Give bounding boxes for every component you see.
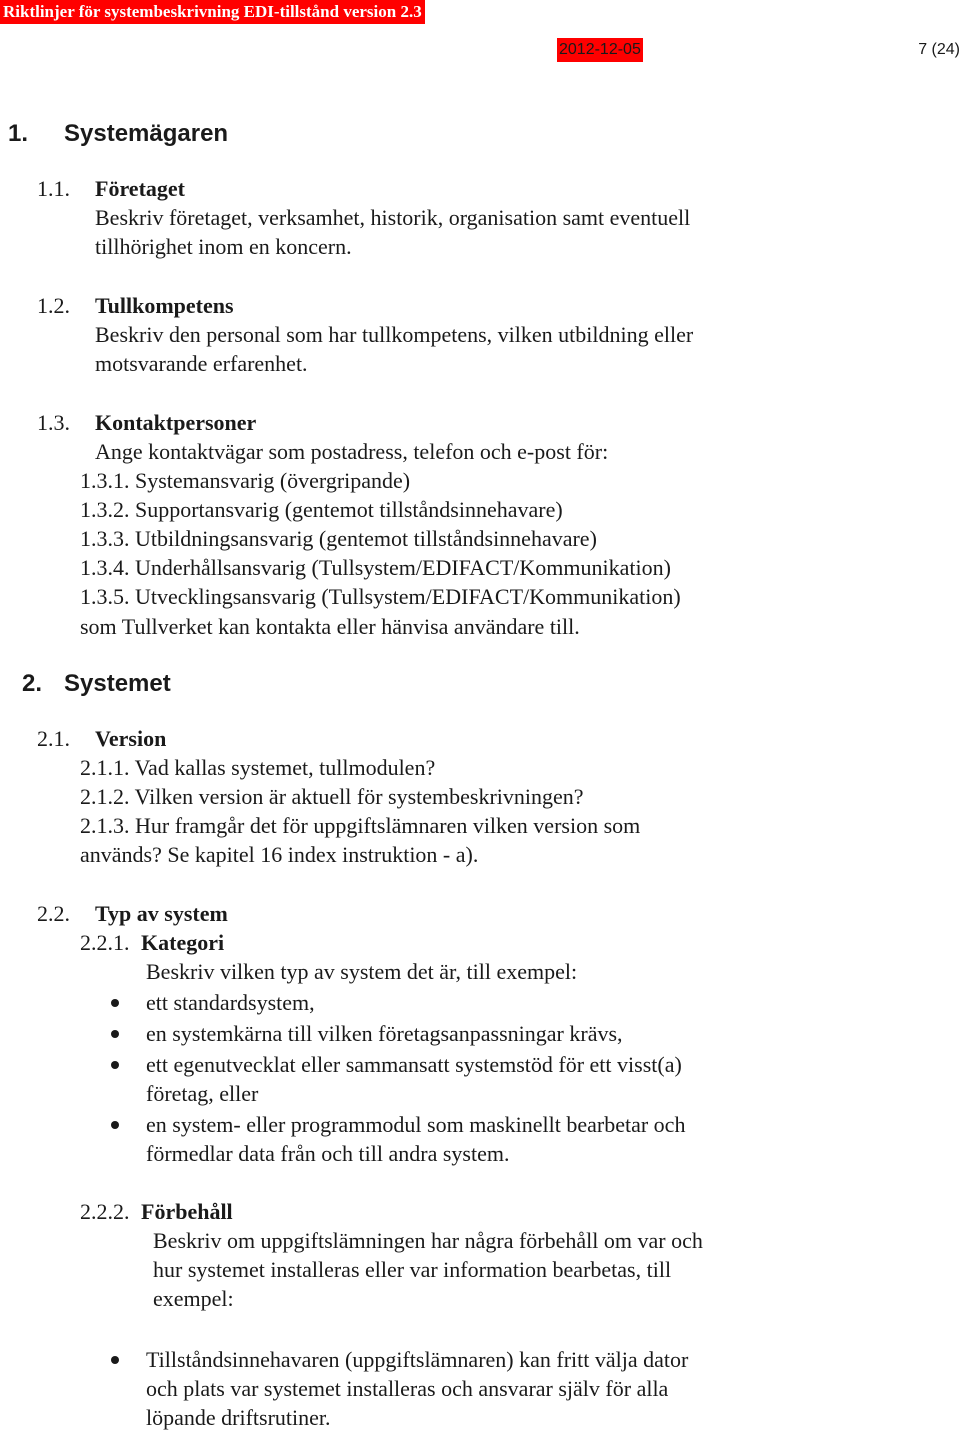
section-2-1-number: 2.1.	[37, 726, 70, 751]
section-1-2-line: Beskriv den personal som har tullkompetens, vilken utbildning eller	[95, 322, 694, 347]
section-2-2-2-number: 2.2.2.	[80, 1199, 130, 1224]
section-1-3-outro: som Tullverket kan kontakta eller hänvisa användare till.	[80, 614, 580, 639]
section-2-2-1-number: 2.2.1.	[80, 930, 130, 955]
contact-item: 1.3.2. Supportansvarig (gentemot tillståndsinnehavare)	[80, 497, 563, 522]
section-1-2-number: 1.2.	[37, 293, 70, 318]
document-date: 2012-12-05	[557, 38, 643, 62]
reservation-bullet-text: löpande driftsrutiner.	[146, 1405, 331, 1430]
section-2-2-2-line: exempel:	[153, 1286, 234, 1311]
version-item: 2.1.1. Vad kallas systemet, tullmodulen?	[80, 755, 436, 780]
category-bullet-text: förmedlar data från och till andra system.	[146, 1141, 510, 1166]
version-item: 2.1.3. Hur framgår det för uppgiftslämnaren vilken version som	[80, 813, 641, 838]
section-1-title: Systemägaren	[64, 120, 229, 147]
contact-item: 1.3.3. Utbildningsansvarig (gentemot tillståndsinnehavare)	[80, 526, 597, 551]
category-bullet-text: en system- eller programmodul som maskinellt bearbetar och	[146, 1112, 686, 1137]
section-2-title: Systemet	[64, 670, 171, 697]
page-number: 7 (24)	[918, 41, 960, 58]
version-item-continuation: används? Se kapitel 16 index instruktion - a).	[80, 842, 479, 867]
section-2-2-2-line: Beskriv om uppgiftslämningen har några förbehåll om var och	[153, 1228, 703, 1253]
section-2-2-2-title: Förbehåll	[141, 1199, 233, 1224]
contact-item: 1.3.4. Underhållsansvarig (Tullsystem/EDIFACT/Kommunikation)	[80, 555, 671, 580]
section-1-1-line: tillhörighet inom en koncern.	[95, 234, 352, 259]
section-1-3-number: 1.3.	[37, 410, 70, 435]
section-2-2-number: 2.2.	[37, 901, 70, 926]
section-1-3-title: Kontaktpersoner	[95, 410, 257, 435]
section-2-2-title: Typ av system	[95, 901, 228, 926]
bullet-icon	[111, 1061, 119, 1069]
version-item: 2.1.2. Vilken version är aktuell för systembeskrivningen?	[80, 784, 584, 809]
section-1-3-intro: Ange kontaktvägar som postadress, telefon och e-post för:	[95, 439, 609, 464]
bullet-icon	[111, 1356, 119, 1364]
section-1-2-line: motsvarande erfarenhet.	[95, 351, 308, 376]
section-1-number: 1.	[8, 120, 29, 147]
section-2-2-1-title: Kategori	[141, 930, 225, 955]
section-1-1-number: 1.1.	[37, 176, 70, 201]
section-1-2-title: Tullkompetens	[95, 293, 234, 318]
document-title-banner: Riktlinjer för systembeskrivning EDI-tillstånd version 2.3	[0, 0, 425, 24]
contact-item: 1.3.5. Utvecklingsansvarig (Tullsystem/EDIFACT/Kommunikation)	[80, 584, 681, 609]
category-bullet-text: en systemkärna till vilken företagsanpassningar krävs,	[146, 1021, 623, 1046]
section-2-1-title: Version	[95, 726, 167, 751]
reservation-bullet-text: och plats var systemet installeras och ansvarar själv för alla	[146, 1376, 669, 1401]
section-2-2-2-line: hur systemet installeras eller var information bearbetas, till	[153, 1257, 672, 1282]
section-1-1-line: Beskriv företaget, verksamhet, historik, organisation samt eventuell	[95, 205, 691, 230]
bullet-icon	[111, 1030, 119, 1038]
category-bullet-text: företag, eller	[146, 1081, 259, 1106]
reservation-bullet-text: Tillståndsinnehavaren (uppgiftslämnaren) kan fritt välja dator	[146, 1347, 689, 1372]
contact-item: 1.3.1. Systemansvarig (övergripande)	[80, 468, 411, 493]
bullet-icon	[111, 1121, 119, 1129]
bullet-icon	[111, 999, 119, 1007]
category-bullet-text: ett egenutvecklat eller sammansatt systemstöd för ett visst(a)	[146, 1052, 682, 1077]
section-2-number: 2.	[22, 670, 43, 697]
section-2-2-1-intro: Beskriv vilken typ av system det är, till exempel:	[146, 959, 578, 984]
category-bullet-text: ett standardsystem,	[146, 990, 315, 1015]
section-1-1-title: Företaget	[95, 176, 185, 201]
